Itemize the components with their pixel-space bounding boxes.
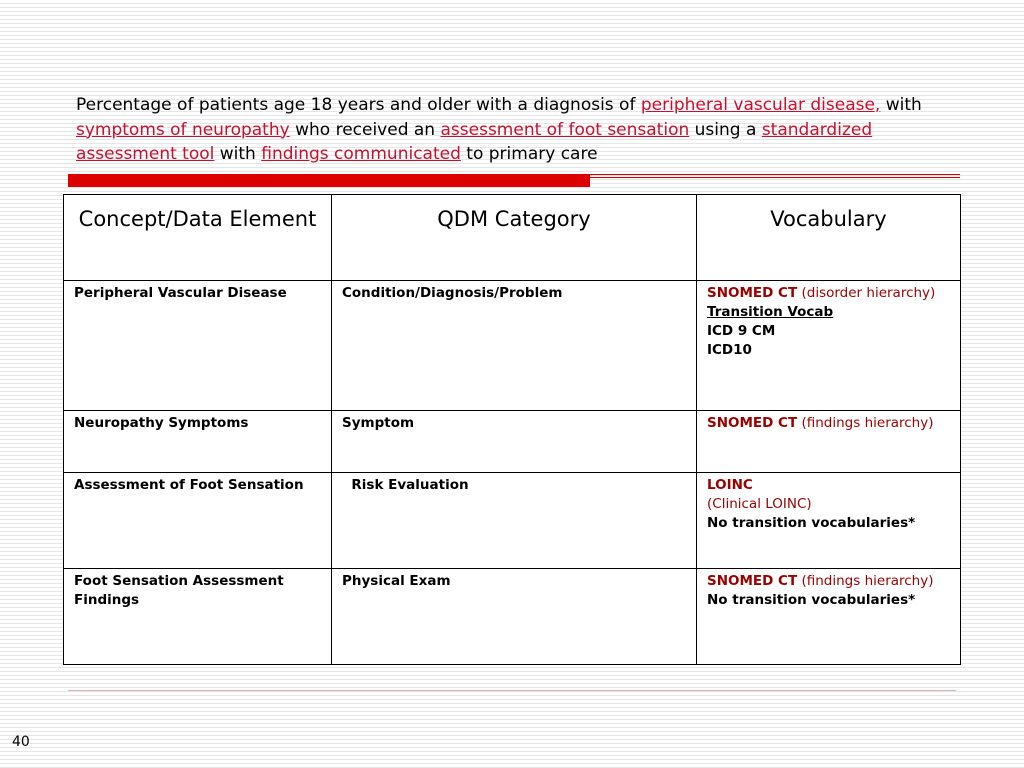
header-qdm-category: QDM Category: [332, 195, 697, 281]
title-text-4: using a: [689, 119, 762, 140]
table-row: [64, 411, 961, 473]
cell-vocabulary: [697, 569, 961, 665]
cell-concept: Assessment of Foot Sensation: [64, 473, 332, 569]
table-header-row: [64, 195, 961, 281]
vocab-transition: Transition Vocab: [707, 304, 834, 320]
header-concept: Concept/Data Element: [64, 195, 332, 281]
link-symptoms-of-neuropathy[interactable]: symptoms of neuropathy: [76, 119, 290, 140]
page-number: 40: [12, 734, 30, 750]
link-peripheral-vascular-disease[interactable]: peripheral vascular disease,: [640, 95, 881, 115]
accent-red-line: [590, 177, 960, 178]
category-text: Risk Evaluation: [351, 477, 469, 493]
vocab-clinical: (Clinical LOINC): [707, 496, 812, 512]
link-standardized-assessment-tool[interactable]: standardized assessment tool: [76, 119, 873, 164]
title-text-1: Percentage of patients age 18 years and older with a diagnosis of: [76, 95, 641, 115]
divider-bottom-line: [68, 690, 956, 691]
vocab-code: SNOMED CT: [707, 573, 798, 589]
vocab-code: SNOMED CT: [707, 415, 798, 431]
table-row: [64, 569, 961, 665]
link-findings-communicated[interactable]: findings communicated: [261, 144, 461, 164]
vocab-note: (findings hierarchy): [797, 573, 934, 589]
table-row: [64, 281, 961, 411]
vocab-note: (findings hierarchy): [797, 415, 934, 431]
cell-concept: Peripheral Vascular Disease: [64, 281, 332, 411]
link-assessment-of-foot-sensation[interactable]: assessment of foot sensation: [440, 119, 690, 140]
vocab-code: SNOMED CT: [707, 285, 798, 301]
title-text-2: with: [880, 95, 922, 115]
table-row: [64, 473, 961, 569]
vocab-note: (disorder hierarchy): [797, 285, 936, 301]
cell-concept: Neuropathy Symptoms: [64, 411, 332, 473]
vocab-code: LOINC: [707, 477, 753, 493]
cell-vocabulary: [697, 411, 961, 473]
accent-red-bar: [68, 174, 590, 187]
cell-category: Condition/Diagnosis/Problem: [332, 281, 697, 411]
vocab-no-transition: No transition vocabularies*: [707, 592, 916, 608]
title-text-5: with: [214, 144, 262, 164]
slide-title: [76, 93, 956, 167]
title-text-6: to primary care: [460, 144, 598, 164]
vocab-icd9: ICD 9 CM: [707, 323, 776, 339]
cell-category: [332, 473, 697, 569]
cell-category: Physical Exam: [332, 569, 697, 665]
header-vocabulary: Vocabulary: [697, 195, 961, 281]
vocabulary-table: [63, 194, 961, 665]
vocab-icd10: ICD10: [707, 342, 752, 358]
cell-category: Symptom: [332, 411, 697, 473]
cell-vocabulary: [697, 473, 961, 569]
title-text-3: who received an: [289, 119, 441, 140]
cell-concept: Foot Sensation Assessment Findings: [64, 569, 332, 665]
cell-vocabulary: [697, 281, 961, 411]
vocab-no-transition: No transition vocabularies*: [707, 515, 916, 531]
